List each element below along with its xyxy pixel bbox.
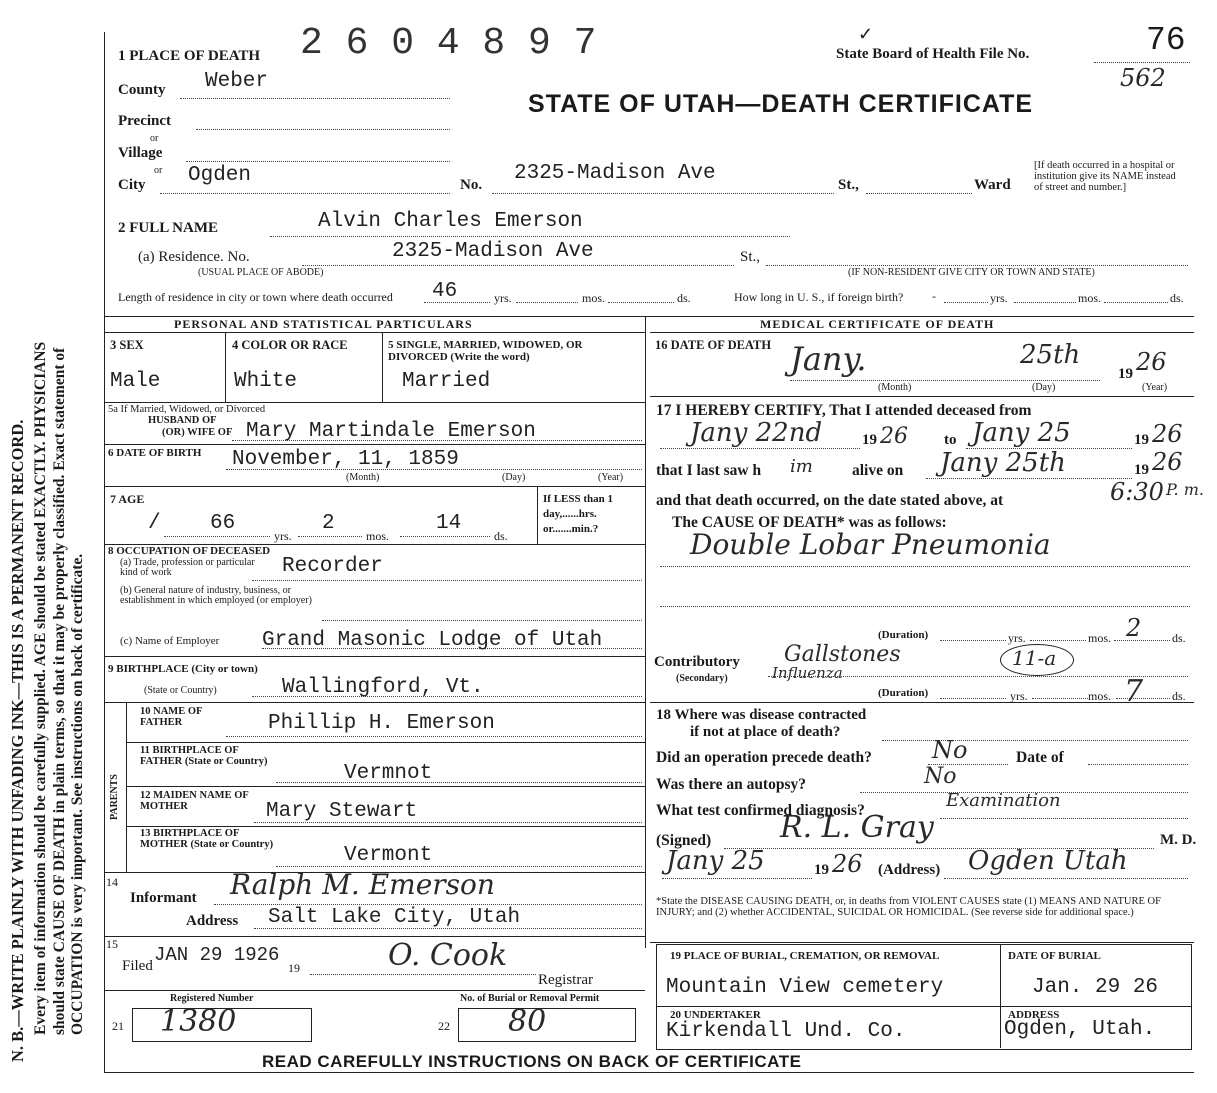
checkmark-icon: ✓ [858,24,874,44]
autopsy-value: No [924,764,957,789]
occupation-b-label: (b) General nature of industry, business, or establishment in which employed (or employer) [120,585,312,606]
duration-label: (Duration) [878,629,929,641]
informant-signature: Ralph M. Emerson [230,868,495,901]
duration2-ds: ds. [1172,689,1186,703]
dob-month-caption: (Month) [346,472,380,483]
age-label: 7 AGE [110,492,145,506]
non-resident-label: (IF NON-RESIDENT GIVE CITY OR TOWN AND STATE) [848,267,1095,278]
year-caption: (Year) [1142,382,1168,393]
spouse-label-3: (OR) WIFE OF [162,427,233,438]
or-label-1: or [150,133,159,144]
sidebar-line-3: should state CAUSE OF DEATH in plain terms, so that it may be properly classified. Exact statement of [51,347,68,1035]
registered-number-index: 21 [112,1019,124,1033]
alive-on-label: alive on [852,462,904,479]
month-caption: (Month) [878,382,912,393]
burial-permit-value: 80 [508,1004,547,1039]
age-months-value: 2 [322,512,335,535]
dob-value: November, 11, 1859 [232,448,459,471]
sidebar-instructions [0,0,86,1093]
attended-from-year: 26 [880,424,908,449]
to-label: to [944,432,957,448]
cause-label: The CAUSE OF DEATH* was as follows: [672,514,947,531]
attended-from-year-prefix: 19 [862,432,877,448]
dob-label: 6 DATE OF BIRTH [108,447,202,459]
registered-number-label: Registered Number [170,993,254,1004]
physician-signature: R. L. Gray [780,810,934,845]
last-saw-label: that I last saw h [656,462,762,479]
birthplace-value: Wallingford, Vt. [282,676,484,699]
test-value: Examination [946,790,1061,811]
mother-label: 12 MAIDEN NAME OF MOTHER [140,790,249,812]
burial-permit-index: 22 [438,1019,450,1033]
city-label: City [118,177,146,193]
alive-year-prefix: 19 [1134,462,1149,478]
physician-address-value: Ogden Utah [968,846,1128,876]
burial-permit-label: No. of Burial or Removal Permit [460,993,600,1004]
cause-footnote: *State the DISEASE CAUSING DEATH, or, in deaths from VIOLENT CAUSES state (1) MEANS AND NATURE OF INJURY; and (2) whether ACCIDENTAL, SUICIDAL OR HOMICIDAL. (See reverse side for additional space.) [656,896,1161,918]
filed-label: Filed [122,958,153,974]
test-label: What test confirmed diagnosis? [656,802,865,819]
certificate-title: STATE OF UTAH—DEATH CERTIFICATE [528,90,1034,118]
duration-ds: ds. [1172,631,1186,645]
ward-note: [If death occurred in a hospital or institution give its NAME instead of street and number.] [1034,160,1176,193]
precinct-label: Precinct [118,113,172,129]
contracted-label-2: if not at place of death? [690,724,841,740]
duration2-mos: mos. [1088,689,1112,703]
no-label: No. [460,177,483,193]
color-value: White [234,370,298,393]
full-name-label: 2 FULL NAME [118,220,219,236]
ward-label: Ward [974,177,1011,193]
father-label: 10 NAME OF FATHER [140,706,203,728]
sex-label: 3 SEX [110,338,144,352]
how-long-value: - [932,289,936,303]
ds-label-2: ds. [1170,291,1184,305]
father-birthplace-value: Vermnot [344,762,433,785]
contributory-label: Contributory [654,654,740,670]
length-residence-value: 46 [432,280,458,303]
certificate-number: 2 6 0 4 8 9 7 [300,22,597,65]
alive-year: 26 [1152,448,1183,476]
duration2-value: 7 [1124,674,1144,709]
burial-place-label: 19 PLACE OF BURIAL, CREMATION, OR REMOVAL [670,950,940,962]
occupation-a-label: (a) Trade, profession or particular kind of work [120,557,255,578]
signed-year-prefix: 19 [814,862,829,878]
registrar-label: Registrar [538,972,593,988]
duration-mos: mos. [1088,631,1112,645]
age-tick: / [148,512,161,535]
full-name-value: Alvin Charles Emerson [318,210,583,233]
city-value: Ogden [188,164,252,187]
death-occurred-label: and that death occurred, on the date stated above, at [656,492,1004,509]
undertaker-label: 20 UNDERTAKER [670,1009,761,1021]
age-days-value: 14 [436,512,462,535]
village-label: Village [118,145,163,161]
spouse-label-2: HUSBAND OF [148,415,217,426]
time-suffix: P. m. [1166,480,1204,499]
last-saw-him: im [790,456,813,477]
attended-to-date: Jany 25 [972,418,1071,448]
residence-st-label: St., [740,249,761,265]
undertaker-value: Kirkendall Und. Co. [666,1020,906,1043]
burial-date-label: DATE OF BURIAL [1008,950,1101,962]
filed-19: 19 [288,961,300,975]
contracted-label-1: 18 Where was disease contracted [656,707,867,723]
birthplace-state-label: (State or Country) [144,685,217,696]
yrs-label-2: yrs. [990,291,1008,305]
birthplace-label: 9 BIRTHPLACE (City or town) [108,663,258,675]
contributory-value: Gallstones [784,642,901,667]
undertaker-address-value: Ogden, Utah. [1004,1018,1156,1041]
filed-number: 15 [106,937,118,951]
age-mos-label: mos. [366,529,390,543]
date-of-death-year: 26 [1136,348,1167,376]
attended-from-date: Jany 22nd [690,418,823,448]
operation-label: Did an operation precede death? [656,749,872,766]
cause-of-death-value: Double Lobar Pneumonia [690,528,1051,561]
duration2-yrs: yrs. [1010,689,1028,703]
attended-to-year: 26 [1152,420,1183,448]
place-of-death-label: 1 PLACE OF DEATH [118,48,261,64]
date-of-death-year-prefix: 19 [1118,366,1133,382]
or-label-2: or [154,165,163,176]
file-no-label: State Board of Health File No. [836,46,1030,62]
residence-value: 2325-Madison Ave [392,240,594,263]
date-of-death-day: 25th [1020,340,1081,370]
sex-value: Male [110,370,161,393]
marital-value: Married [402,370,491,393]
date-of-death-month: Jany. [790,340,867,378]
time-of-death: 6:30 [1110,478,1164,506]
registered-number-value: 1380 [160,1004,237,1039]
sidebar-line-2: Every item of information should be carefully supplied. AGE should be stated EXACTLY. PHYSICIANS [32,341,49,1035]
attended-to-year-prefix: 19 [1134,432,1149,448]
age-yrs-label: yrs. [274,529,292,543]
st-label: St., [838,177,859,193]
occupation-a-value: Recorder [282,555,383,578]
informant-label: Informant [130,890,197,906]
alive-on-date: Jany 25th [940,448,1066,478]
file-no-secondary: 562 [1120,64,1166,92]
county-label: County [118,82,166,98]
informant-number: 14 [106,875,118,889]
day-caption: (Day) [1032,382,1056,393]
burial-date-value: Jan. 29 26 [1032,976,1159,999]
residence-label: (a) Residence. No. [138,249,250,265]
father-birthplace-label: 11 BIRTHPLACE OF FATHER (State or Country) [140,745,268,767]
county-value: Weber [205,70,269,93]
signed-date: Jany 25 [666,846,765,876]
duration2-label: (Duration) [878,687,929,699]
mother-birthplace-value: Vermont [344,844,433,867]
informant-address-label: Address [186,913,239,929]
spouse-label-1: 5a If Married, Widowed, or Divorced [108,404,266,415]
mother-value: Mary Stewart [266,800,418,823]
father-value: Phillip H. Emerson [268,712,495,735]
mos-label: mos. [582,291,606,305]
contributory-value-2: Influenza [772,664,843,682]
operation-value: No [932,736,968,764]
burial-permit-box [458,1008,636,1042]
length-residence-label: Length of residence in city or town where death occurred [118,290,393,304]
color-label: 4 COLOR OR RACE [232,338,348,352]
contributory-code: 11-a [1012,646,1057,670]
dob-day-caption: (Day) [502,472,526,483]
less-than-label: If LESS than 1 day,......hrs. or.......min.? [543,493,614,535]
filed-date: JAN 29 1926 [154,944,280,966]
autopsy-label: Was there an autopsy? [656,776,806,793]
occupation-label: 8 OCCUPATION OF DECEASED [108,545,271,557]
age-ds-label: ds. [494,529,508,543]
registrar-signature: O. Cook [388,938,508,973]
certify-label: 17 I HEREBY CERTIFY, That I attended deceased from [656,402,1032,419]
signed-year: 26 [832,850,863,878]
secondary-label: (Secondary) [676,673,728,684]
burial-place-value: Mountain View cemetery [666,976,944,999]
employer-value: Grand Masonic Lodge of Utah [262,629,603,652]
dob-year-caption: (Year) [598,472,624,483]
usual-abode-label: (USUAL PLACE OF ABODE) [198,267,324,278]
mother-birthplace-label: 13 BIRTHPLACE OF MOTHER (State or Country) [140,828,274,850]
footer-instructions: READ CAREFULLY INSTRUCTIONS ON BACK OF CERTIFICATE [262,1052,802,1071]
marital-label: 5 SINGLE, MARRIED, WIDOWED, OR DIVORCED (Write the word) [388,339,583,363]
informant-address-value: Salt Lake City, Utah [268,906,521,929]
parents-label: PARENTS [109,774,120,820]
yrs-label: yrs. [494,291,512,305]
duration-value: 2 [1126,614,1142,642]
date-of-label: Date of [1016,749,1064,766]
ds-label: ds. [677,291,691,305]
md-label: M. D. [1160,832,1197,848]
place-address-value: 2325-Madison Ave [514,162,716,185]
how-long-label: How long in U. S., if foreign birth? [734,290,904,304]
employer-label: (c) Name of Employer [120,635,220,647]
age-years-value: 66 [210,512,236,535]
signed-label: (Signed) [656,832,712,849]
spouse-value: Mary Martindale Emerson [246,420,536,443]
personal-section-title: PERSONAL AND STATISTICAL PARTICULARS [174,317,473,331]
file-no-value: 76 [1146,22,1186,59]
medical-section-title: MEDICAL CERTIFICATE OF DEATH [760,317,995,331]
physician-address-label: (Address) [878,862,941,878]
mos-label-2: mos. [1078,291,1102,305]
sidebar-line-1: N. B.—WRITE PLAINLY WITH UNFADING INK—THIS IS A PERMANENT RECORD. [8,419,27,1062]
duration-yrs: yrs. [1008,631,1026,645]
sidebar-line-4: OCCUPATION is very important. See instructions on back of certificate. [69,553,86,1035]
undertaker-address-label: ADDRESS [1008,1009,1060,1021]
date-of-death-label: 16 DATE OF DEATH [655,338,772,352]
